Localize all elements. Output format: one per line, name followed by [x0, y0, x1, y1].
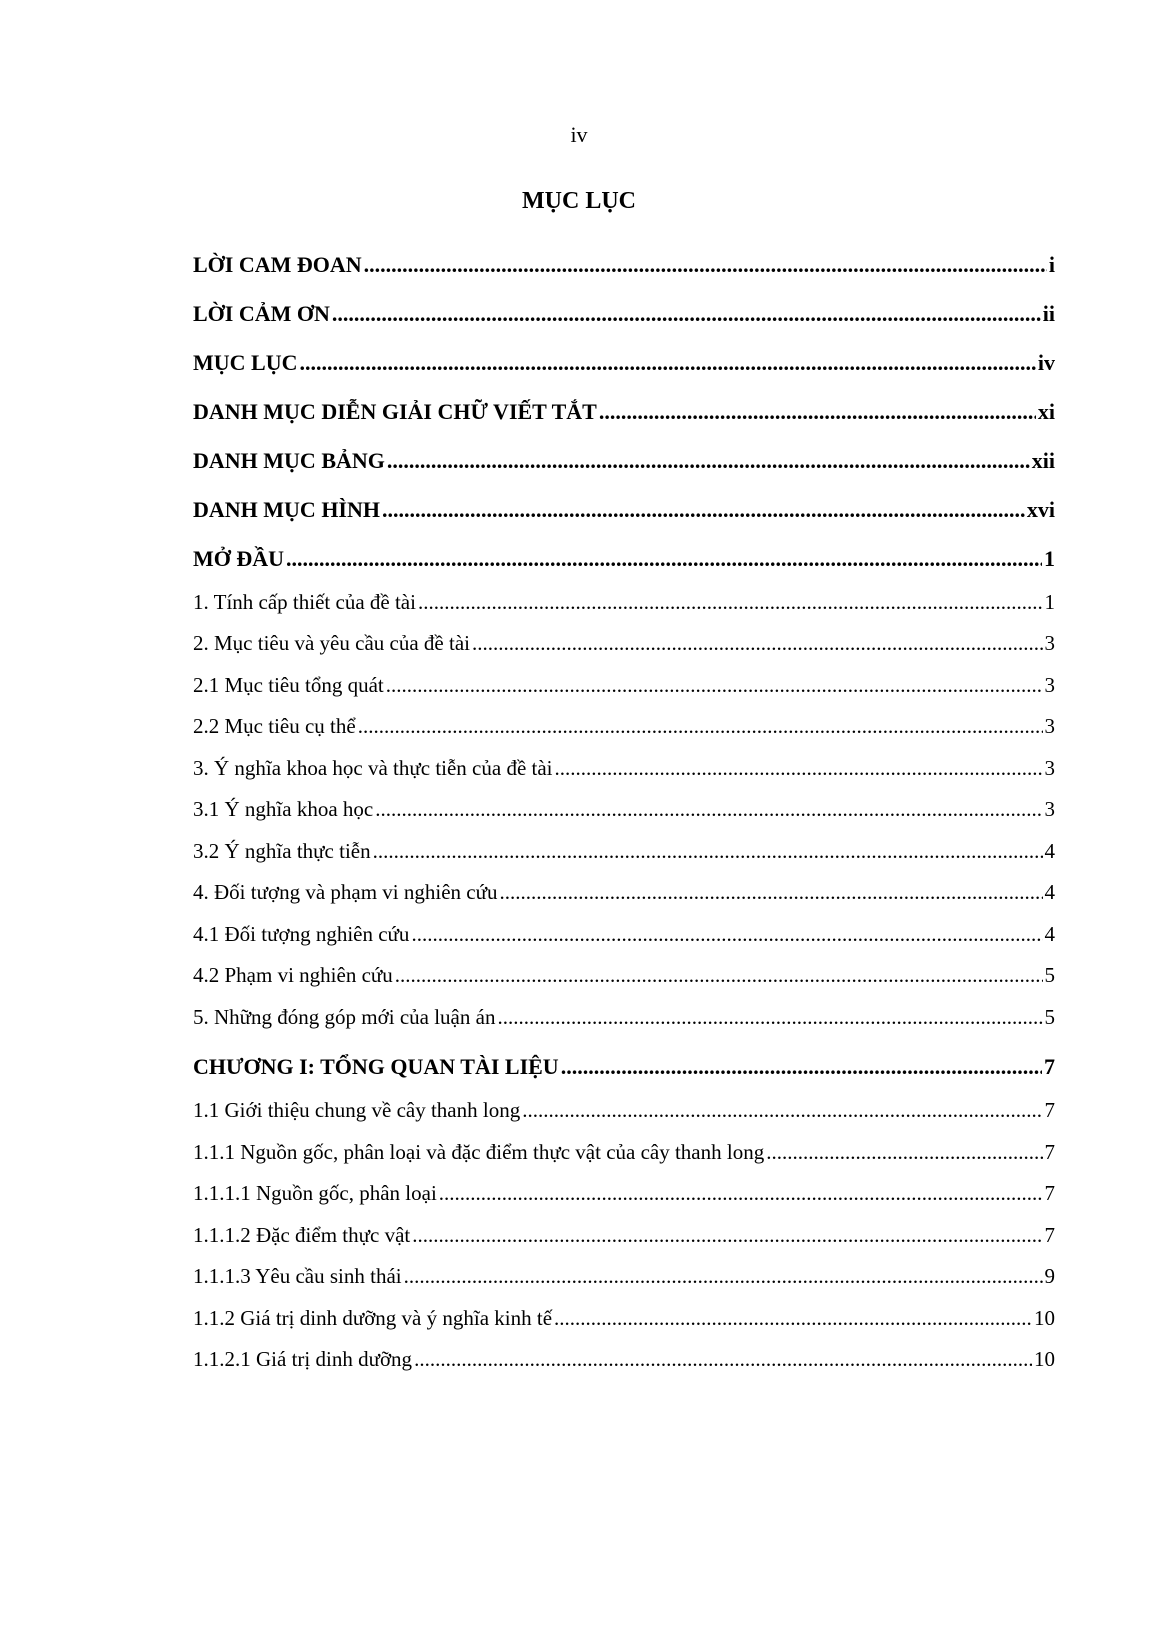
toc-entry-page: 3 — [1044, 631, 1055, 655]
toc-entry — [193, 836, 1055, 866]
toc-entry — [193, 628, 1055, 658]
page-title: MỤC LỤC — [522, 188, 636, 214]
toc-leader-dots — [373, 836, 1043, 866]
toc-entry — [193, 1095, 1055, 1125]
toc-leader-dots — [364, 250, 1047, 280]
toc-entry-label: 4. Đối tượng và phạm vi nghiên cứu — [193, 880, 498, 904]
toc-entry-page: 3 — [1044, 714, 1055, 738]
toc-entry — [193, 1261, 1055, 1291]
toc-entry — [193, 1303, 1055, 1333]
toc-leader-dots — [500, 877, 1043, 907]
toc-entry-page: 7 — [1044, 1098, 1055, 1122]
toc-leader-dots — [472, 628, 1043, 658]
toc-entry-label: 2.2 Mục tiêu cụ thể — [193, 714, 356, 738]
toc-leader-dots — [404, 1261, 1043, 1291]
toc-leader-dots — [554, 1303, 1032, 1333]
toc-entry — [193, 919, 1055, 949]
toc-entry-label: DANH MỤC BẢNG — [193, 448, 385, 473]
toc-entry — [193, 1344, 1055, 1374]
toc-entry — [193, 299, 1055, 329]
toc-entry-label: 4.2 Phạm vi nghiên cứu — [193, 963, 393, 987]
toc-entry — [193, 877, 1055, 907]
toc-entry — [193, 544, 1055, 574]
toc-entry — [193, 670, 1055, 700]
toc-entry-label: 3.1 Ý nghĩa khoa học — [193, 797, 374, 821]
toc-entry — [193, 1178, 1055, 1208]
toc-entry-page: 5 — [1044, 1005, 1055, 1029]
toc-entry-label: 5. Những đóng góp mới của luận án — [193, 1005, 496, 1029]
toc-leader-dots — [375, 794, 1042, 824]
toc-entry-label: DANH MỤC DIỄN GIẢI CHỮ VIẾT TẮT — [193, 399, 597, 424]
toc-entry-page: 10 — [1034, 1306, 1055, 1330]
toc-entry-page: 7 — [1044, 1223, 1055, 1247]
toc-entry-page: ii — [1042, 301, 1055, 326]
toc-entry-label: 1.1.1.3 Yêu cầu sinh thái — [193, 1264, 402, 1288]
toc-entry — [193, 397, 1055, 427]
toc-entry-page: 1 — [1044, 590, 1055, 614]
toc-leader-dots — [599, 397, 1036, 427]
toc-entry-page: 7 — [1044, 1181, 1055, 1205]
toc-entry — [193, 960, 1055, 990]
toc-leader-dots — [332, 299, 1041, 329]
toc-leader-dots — [766, 1137, 1042, 1167]
toc-leader-dots — [555, 753, 1043, 783]
toc-entry-page: iv — [1037, 350, 1055, 375]
toc-leader-dots — [411, 919, 1042, 949]
toc-entry — [193, 753, 1055, 783]
toc-entry-page: 3 — [1044, 756, 1055, 780]
toc-entry-label: LỜI CAM ĐOAN — [193, 252, 362, 277]
toc-entry-label: 2. Mục tiêu và yêu cầu của đề tài — [193, 631, 470, 655]
toc-entry-label: 2.1 Mục tiêu tổng quát — [193, 673, 384, 697]
toc-leader-dots — [418, 587, 1043, 617]
toc-entry-label: 3. Ý nghĩa khoa học và thực tiễn của đề tài — [193, 756, 553, 780]
toc-entry-page: 3 — [1044, 673, 1055, 697]
toc-entry — [193, 250, 1055, 280]
toc-leader-dots — [412, 1220, 1042, 1250]
toc-entry — [193, 348, 1055, 378]
toc-entry-page: xvi — [1026, 497, 1055, 522]
toc-entry — [193, 1052, 1055, 1082]
toc-entry — [193, 1220, 1055, 1250]
toc-leader-dots — [387, 446, 1030, 476]
toc-entry-label: 3.2 Ý nghĩa thực tiễn — [193, 839, 371, 863]
toc-entry-page: 4 — [1044, 839, 1055, 863]
toc-leader-dots — [382, 495, 1025, 525]
toc-entry — [193, 794, 1055, 824]
page-number: iv — [570, 122, 588, 147]
toc-entry — [193, 446, 1055, 476]
toc-entry-page: 7 — [1044, 1054, 1055, 1079]
toc-leader-dots — [386, 670, 1043, 700]
toc-entry-label: MỤC LỤC — [193, 350, 298, 375]
toc-leader-dots — [358, 711, 1043, 741]
toc-entry-page: 10 — [1034, 1347, 1055, 1371]
toc-entry-label: MỞ ĐẦU — [193, 546, 285, 571]
toc-entry-page: i — [1048, 252, 1055, 277]
toc-entry-label: DANH MỤC HÌNH — [193, 497, 380, 522]
toc-leader-dots — [286, 544, 1042, 574]
toc-entry-page: 5 — [1044, 963, 1055, 987]
toc-entry-label: 1. Tính cấp thiết của đề tài — [193, 590, 416, 614]
toc-entry — [193, 1002, 1055, 1032]
toc-entry-label: 1.1.1.1 Nguồn gốc, phân loại — [193, 1181, 437, 1205]
toc-entry-label: 1.1 Giới thiệu chung về cây thanh long — [193, 1098, 521, 1122]
toc-entry — [193, 711, 1055, 741]
toc-leader-dots — [395, 960, 1043, 990]
toc-entry-label: 1.1.2 Giá trị dinh dưỡng và ý nghĩa kinh tế — [193, 1306, 553, 1330]
toc-entry-page: xii — [1031, 448, 1055, 473]
toc-leader-dots — [414, 1344, 1032, 1374]
toc-leader-dots — [561, 1052, 1042, 1082]
toc-leader-dots — [522, 1095, 1042, 1125]
toc-entry-page: xi — [1037, 399, 1055, 424]
toc-entry — [193, 1137, 1055, 1167]
toc-entry-page: 1 — [1044, 546, 1055, 571]
toc-leader-dots — [497, 1002, 1042, 1032]
toc-entry-label: 4.1 Đối tượng nghiên cứu — [193, 922, 410, 946]
toc-leader-dots — [300, 348, 1036, 378]
toc-entry-label: 1.1.1.2 Đặc điểm thực vật — [193, 1223, 411, 1247]
toc-entry-page: 9 — [1044, 1264, 1055, 1288]
toc-entry-label: CHƯƠNG I: TỔNG QUAN TÀI LIỆU — [193, 1054, 559, 1079]
toc-entry-label: 1.1.2.1 Giá trị dinh dưỡng — [193, 1347, 413, 1371]
toc-leader-dots — [439, 1178, 1043, 1208]
toc-entry — [193, 495, 1055, 525]
toc-entry-page: 4 — [1044, 880, 1055, 904]
toc-entry-label: 1.1.1 Nguồn gốc, phân loại và đặc điểm thực vật của cây thanh long — [193, 1140, 765, 1164]
toc-entry-label: LỜI CẢM ƠN — [193, 301, 330, 326]
toc-entry-page: 4 — [1044, 922, 1055, 946]
toc-entry — [193, 587, 1055, 617]
toc-entry-page: 3 — [1044, 797, 1055, 821]
toc-entry-page: 7 — [1044, 1140, 1055, 1164]
